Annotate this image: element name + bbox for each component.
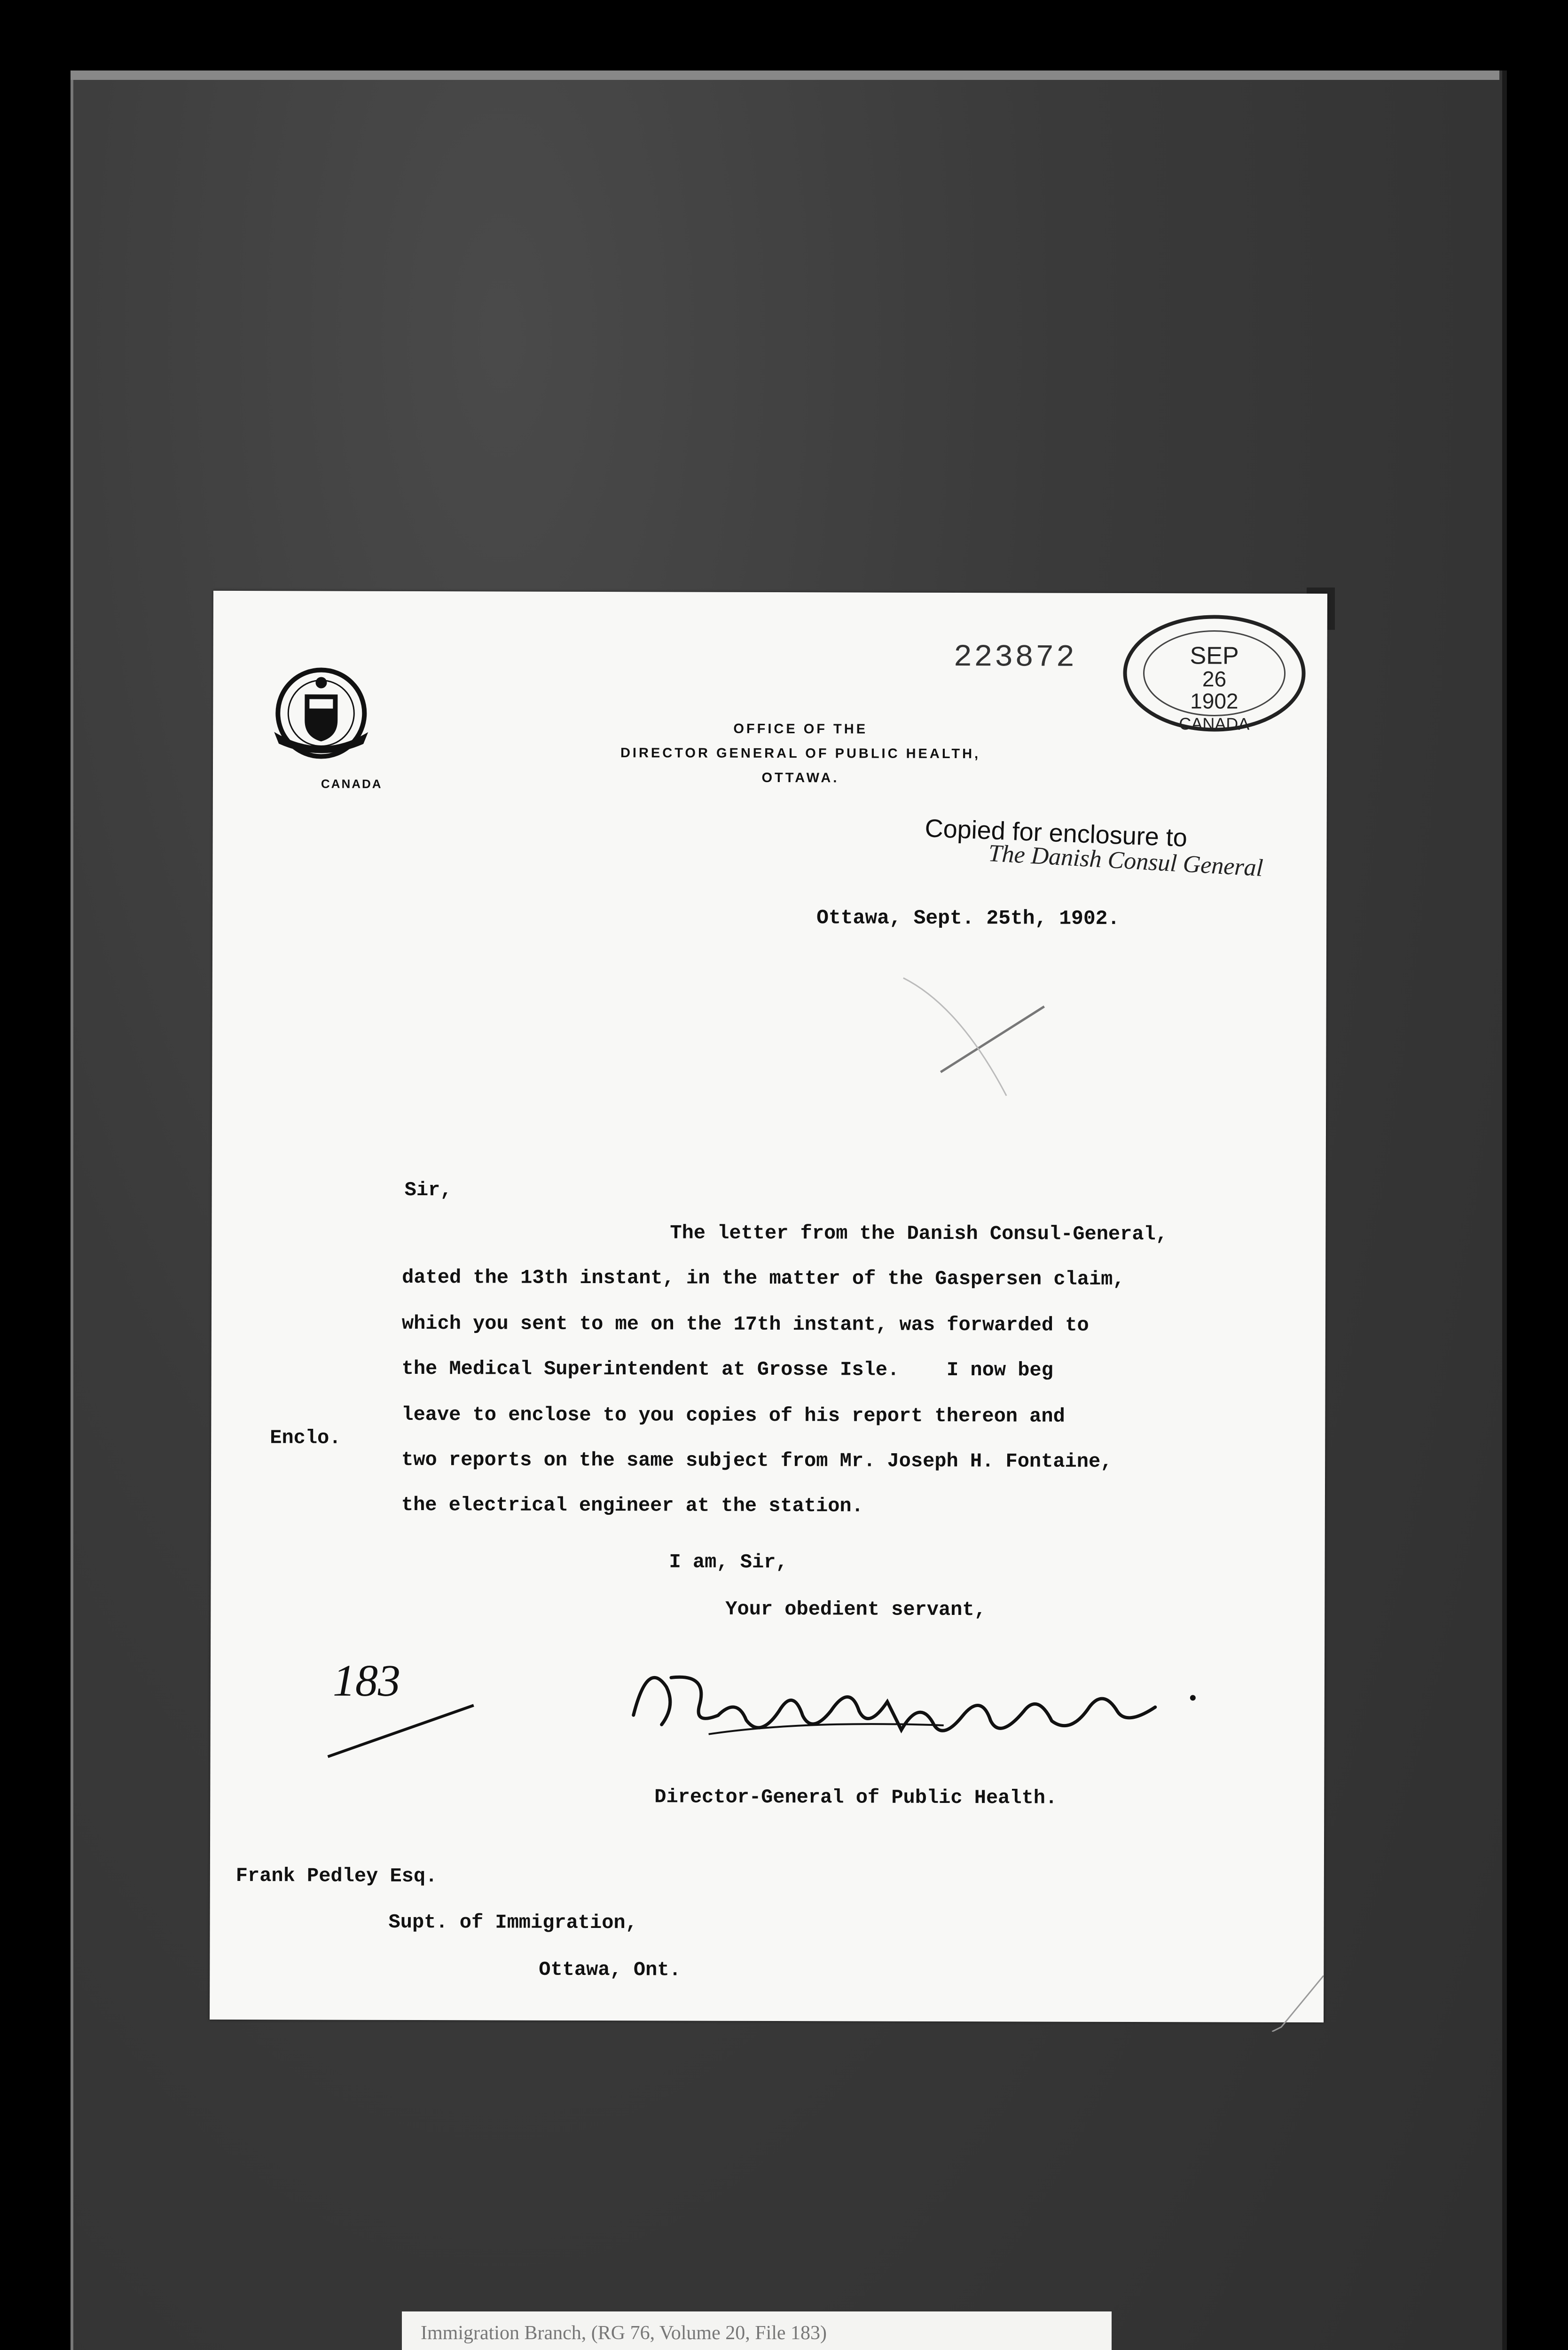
body-line: the Medical Superintendent at Grosse Isle. I now beg: [401, 1357, 1053, 1382]
stamp-year: 1902: [1190, 689, 1239, 713]
salutation: Sir,: [404, 1178, 452, 1202]
catalogue-slip: [402, 2311, 1112, 2350]
annotation-number: 183: [332, 1655, 401, 1706]
stamp-country: CANADA: [1179, 714, 1250, 734]
body-line: dated the 13th instant, in the matter of the Gaspersen claim,: [402, 1266, 1125, 1291]
received-stamp: [1120, 612, 1309, 735]
date-line: Ottawa, Sept. 25th, 1902.: [816, 906, 1120, 930]
closing-2: Your obedient servant,: [725, 1598, 986, 1622]
letterhead-line: OFFICE OF THE: [733, 721, 868, 737]
body-line: which you sent to me on the 17th instant, was forwarded to: [401, 1312, 1089, 1337]
body-line: two reports on the same subject from Mr. Joseph H. Fontaine,: [401, 1448, 1113, 1473]
body-line: The letter from the Danish Consul-General,: [670, 1222, 1168, 1246]
body-line: the electrical engineer at the station.: [401, 1493, 863, 1518]
corner-fold: [1272, 1975, 1324, 2032]
handwritten-signature: [614, 1640, 1216, 1763]
copied-recipient: The Danish Consul General: [988, 839, 1264, 882]
letterhead-line: OTTAWA.: [761, 770, 839, 786]
catalogue-reference: Immigration Branch, (RG 76, Volume 20, File 183): [421, 2322, 827, 2344]
body-line: leave to enclose to you copies of his report thereon and: [401, 1403, 1065, 1428]
pencil-cross-mark: [894, 969, 1096, 1110]
frame-edge: [71, 70, 1499, 80]
copied-note: Copied for enclosure to: [924, 814, 1188, 853]
address-line: Ottawa, Ont.: [539, 1958, 681, 1982]
file-number: 223872: [953, 640, 1077, 675]
address-line: Frank Pedley Esq.: [235, 1864, 438, 1888]
letterhead-line: DIRECTOR GENERAL OF PUBLIC HEALTH,: [620, 745, 981, 762]
stamp-day: 26: [1202, 666, 1227, 691]
margin-annotation: [323, 1653, 488, 1762]
department-crest-icon: [265, 661, 378, 775]
enclosure-note: Enclo.: [270, 1426, 341, 1449]
letterhead: [589, 716, 1012, 791]
signatory-title: Director-General of Public Health.: [654, 1786, 1058, 1810]
stamp-month: SEP: [1190, 642, 1239, 670]
letter-sheet: [210, 591, 1327, 2022]
closing: I am, Sir,: [669, 1551, 788, 1574]
crest-label: CANADA: [321, 776, 383, 791]
address-line: Supt. of Immigration,: [388, 1911, 637, 1935]
